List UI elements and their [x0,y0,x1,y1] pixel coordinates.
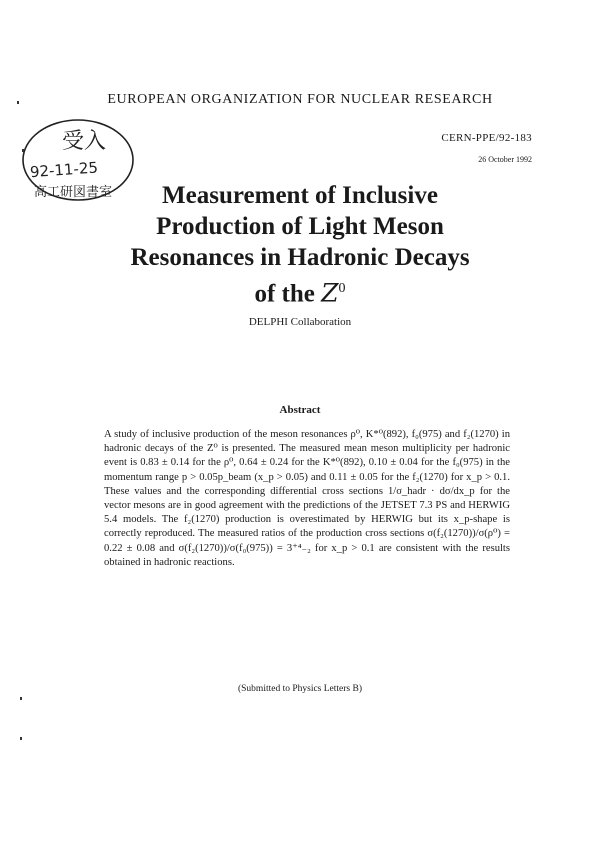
margin-mark [22,149,24,152]
title-line-prefix: of the [254,280,322,308]
paper-title [40,180,560,309]
stamp-date-text: 92-11-25 [29,158,99,182]
z-boson-symbol: Z [321,278,339,308]
title-line [40,273,560,309]
margin-mark [20,697,22,700]
abstract-text: A study of inclusive production of the meson resonances ρ⁰, K*⁰(892), f₀(975) and f₂(1270) in hadronic decays of the Z⁰ is presented. The measured mean meson multiplicity per hadronic event is 0.83 ± 0.14 for the ρ⁰, 0.64 ± 0.24 for the K*⁰(892), 0.10 ± 0.04 for the f₀(975) in the momentum range p > 0.05p_beam (x_p > 0.05) and 0.11 ± 0.05 for the f₂(1270) for x_p > 0.1. These values and the corresponding differential cross sections 1/σ_hadr · dσ/dx_p for the vector mesons are in good agreement with the predictions of the JETSET 7.3 PS and HERWIG 5.4 models. The f₂(1270) production is overestimated by HERWIG but its x_p-shape is correctly reproduced. The measured ratios of the production cross sections σ(f₂(1270))/σ(ρ⁰) = 0.22 ± 0.08 and σ(f₂(1270))/σ(f₀(975)) = 3⁺⁴₋₂ for x_p > 0.1 are consistent with the results obtained in hadronic reactions. [104,429,510,568]
organization-heading: EUROPEAN ORGANIZATION FOR NUCLEAR RESEARCH [107,92,493,107]
report-date: 26 October 1992 [478,155,532,164]
title-line: Resonances in Hadronic Decays [130,244,470,271]
submission-note: (Submitted to Physics Letters B) [237,684,363,694]
margin-mark [20,737,22,740]
stamp-received-text: 受入 [62,129,107,154]
title-line: Measurement of Inclusive [162,182,438,209]
stamp-library-text: 高工研図書室 [34,185,113,200]
z-boson-superscript: 0 [338,281,346,296]
title-line: Production of Light Meson [156,213,444,240]
abstract-heading: Abstract [279,404,321,416]
report-number: CERN-PPE/92-183 [441,132,532,144]
author-line: DELPHI Collaboration [248,316,352,328]
